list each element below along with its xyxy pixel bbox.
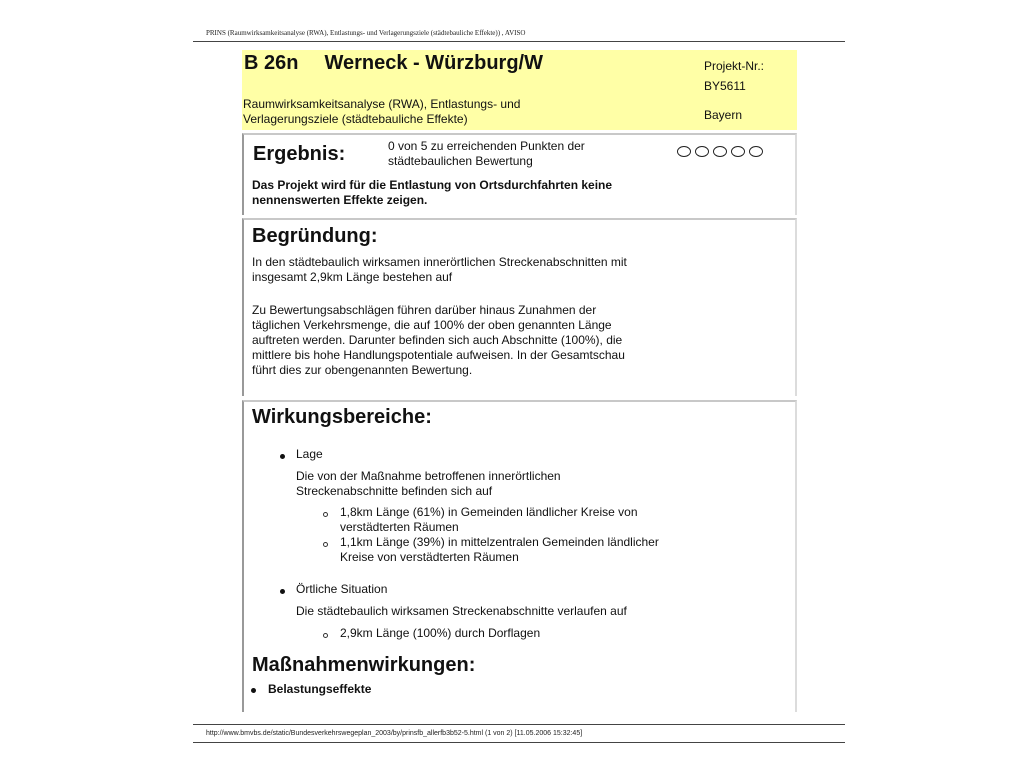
massnahmen-heading: Maßnahmenwirkungen:: [252, 654, 476, 676]
route-name: Werneck - Würzburg/W: [324, 52, 543, 74]
score-text: 0 von 5 zu erreichenden Punkten der städtebaulichen Bewertung: [388, 139, 585, 168]
wirkungsbereiche-section: [242, 400, 797, 712]
lage-label: Lage: [296, 447, 323, 461]
state-label: Bayern: [704, 108, 743, 122]
lage-text: Die von der Maßnahme betroffenen innerörtlichen Streckenabschnitte befinden sich auf: [296, 469, 561, 498]
score-circle-icon: [731, 146, 745, 157]
project-number-block: [704, 56, 764, 96]
lage-item-1: 1,8km Länge (61%) in Gemeinden ländlicher Kreise von verstädterten Räumen: [340, 505, 638, 534]
print-header: PRINS (Raumwirksamkeitsanalyse (RWA), Entlastungs- und Verlagerungsziele (städtebauliche Effekte)) , AVISO: [206, 29, 526, 37]
score-circle-icon: [749, 146, 763, 157]
bullet-icon: [280, 589, 285, 594]
sub-bullet-icon: [323, 542, 328, 547]
lage-item-2: 1,1km Länge (39%) in mittelzentralen Gemeinden ländlicher Kreise von verstädterten Räumen: [340, 535, 659, 564]
situation-label: Örtliche Situation: [296, 582, 388, 596]
road-name: B 26n: [244, 52, 299, 74]
footer-url: http://www.bmvbs.de/static/Bundesverkehrswegeplan_2003/by/prinsfb_allerfb3b52-5.html (1 von 2) [11.05.2006 15:32:45]: [206, 730, 583, 737]
ergebnis-summary: Das Projekt wird für die Entlastung von Ortsdurchfahrten keine nennenswerten Effekte zeigen.: [252, 178, 613, 207]
massnahmen-item-1: Belastungseffekte: [268, 682, 372, 696]
sub-bullet-icon: [323, 633, 328, 638]
title-band: [242, 50, 797, 130]
ergebnis-heading: Ergebnis:: [253, 143, 346, 165]
project-number: BY5611: [704, 79, 746, 93]
footer-rule-top: [193, 724, 845, 725]
situation-text: Die städtebaulich wirksamen Streckenabschnitte verlaufen auf: [296, 604, 627, 618]
wirkungsbereiche-heading: Wirkungsbereiche:: [252, 406, 432, 428]
score-circles: [677, 146, 763, 157]
score-circle-icon: [713, 146, 727, 157]
begruendung-para-2: Zu Bewertungsabschlägen führen darüber hinaus Zunahmen der täglichen Verkehrsmenge, die auf 100% der oben genannten Länge auftreten werden. Darunter befinden sich auch Abschnitte (100%), die mittlere bis hohe Handlungspotentiale aufweisen. In der Gesamtschau führt dies zur obengenannten Bewertung.: [252, 303, 625, 377]
score-circle-icon: [695, 146, 709, 157]
sub-bullet-icon: [323, 512, 328, 517]
begruendung-heading: Begründung:: [252, 225, 378, 247]
page-title: [244, 52, 543, 75]
header-rule: [193, 41, 845, 42]
situation-item-1: 2,9km Länge (100%) durch Dorflagen: [340, 626, 541, 640]
footer-rule-bottom: [193, 742, 845, 743]
analysis-subtitle: Raumwirksamkeitsanalyse (RWA), Entlastungs- und Verlagerungsziele (städtebauliche Effekte): [243, 97, 521, 126]
ergebnis-section: [242, 133, 797, 215]
begruendung-para-1: In den städtebaulich wirksamen innerörtlichen Streckenabschnitten mit insgesamt 2,9km Länge bestehen auf: [252, 255, 627, 284]
bullet-icon: [251, 688, 256, 693]
score-circle-icon: [677, 146, 691, 157]
bullet-icon: [280, 454, 285, 459]
begruendung-section: [242, 218, 797, 396]
project-label: Projekt-Nr.:: [704, 59, 765, 73]
